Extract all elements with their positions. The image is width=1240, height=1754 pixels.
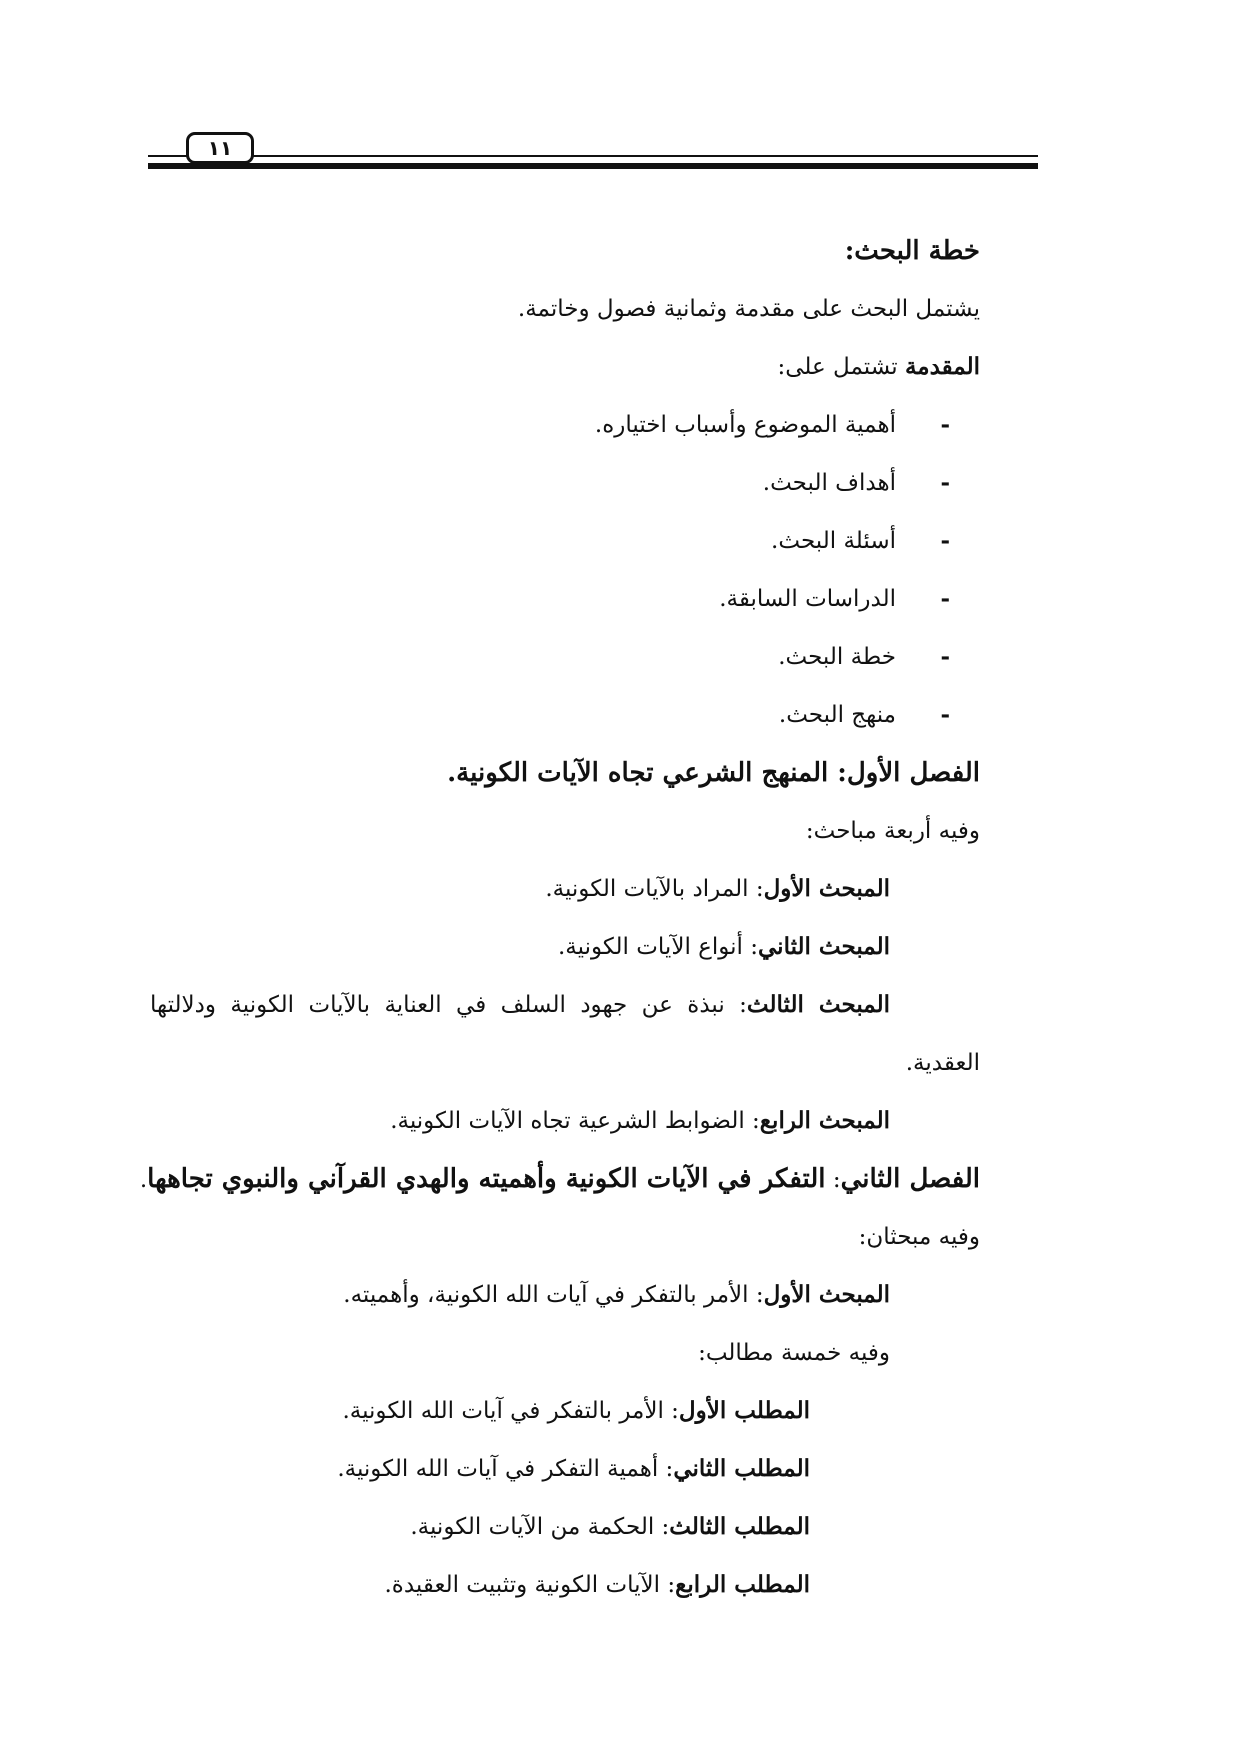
- dash-bullet: -: [940, 527, 950, 554]
- subsection-item: المطلب الثاني: أهمية التفكر في آيات الله الكونية.: [337, 1455, 810, 1482]
- list-item-text: أهمية الموضوع وأسباب اختياره.: [594, 412, 896, 438]
- section-label: المبحث الرابع: [759, 1107, 890, 1134]
- section-item: المبحث الرابع: الضوابط الشرعية تجاه الآيات الكونية.: [390, 1107, 890, 1134]
- list-item-text: منهج البحث.: [778, 702, 896, 728]
- chapter1-note: وفيه أربعة مباحث:: [805, 818, 980, 844]
- section-label: المبحث الثالث: [746, 991, 891, 1018]
- chapter2-label: الفصل الثاني: [840, 1164, 980, 1194]
- section-item: المبحث الثاني: أنواع الآيات الكونية.: [557, 933, 890, 960]
- header-rule-thick: [148, 163, 1038, 169]
- list-item-text: خطة البحث.: [778, 644, 896, 670]
- dash-bullet: -: [940, 585, 950, 612]
- list-item-text: الدراسات السابقة.: [719, 586, 896, 612]
- list-item: [150, 454, 980, 512]
- subsection-text: الأمر بالتفكر في آيات الله الكونية.: [342, 1398, 664, 1424]
- section-item: المبحث الثالث: نبذة عن جهود السلف في العناية بالآيات الكونية ودلالتها: [150, 991, 891, 1018]
- section-label: المبحث الأول: [763, 875, 890, 902]
- chapter2-title: التفكر في الآيات الكونية وأهميته والهدي القرآني والنبوي تجاهها: [147, 1164, 826, 1194]
- dash-bullet: -: [940, 701, 950, 728]
- section-text: الضوابط الشرعية تجاه الآيات الكونية.: [390, 1108, 745, 1134]
- list-item-text: أسئلة البحث.: [771, 528, 896, 554]
- section-label: المبحث الأول: [763, 1281, 890, 1308]
- chapter1-title: المنهج الشرعي تجاه الآيات الكونية: [456, 758, 829, 788]
- dash-bullet: -: [940, 643, 950, 670]
- section-note: وفيه خمسة مطالب:: [698, 1340, 890, 1366]
- subsection-label: المطلب الأول: [678, 1397, 810, 1424]
- subsection-label: المطلب الثالث: [669, 1513, 810, 1540]
- chapter2-note: وفيه مبحثان:: [858, 1224, 980, 1250]
- section-text: نبذة عن جهود السلف في العناية بالآيات الكونية ودلالتها: [150, 992, 725, 1018]
- chapter1-heading: الفصل الأول: المنهج الشرعي تجاه الآيات الكونية.: [447, 758, 980, 788]
- dash-bullet: -: [940, 411, 950, 438]
- plan-intro: يشتمل البحث على مقدمة وثمانية فصول وخاتمة.: [517, 296, 980, 322]
- section-text-continuation: العقدية.: [905, 1050, 980, 1076]
- subsection-item: المطلب الأول: الأمر بالتفكر في آيات الله الكونية.: [342, 1397, 810, 1424]
- subsection-item: المطلب الرابع: الآيات الكونية وتثبيت العقيدة.: [384, 1571, 810, 1598]
- subsection-label: المطلب الثاني: [673, 1455, 810, 1482]
- intro-text: تشتمل على:: [777, 354, 905, 380]
- chapter2-heading: الفصل الثاني: التفكر في الآيات الكونية وأهميته والهدي القرآني والنبوي تجاهها.: [139, 1164, 980, 1194]
- dash-bullet: -: [940, 469, 950, 496]
- page-header: [148, 130, 1038, 170]
- list-item: [150, 628, 980, 686]
- subsection-label: المطلب الرابع: [675, 1571, 810, 1598]
- plan-title: خطة البحث:: [844, 236, 980, 266]
- section-text: الأمر بالتفكر في آيات الله الكونية، وأهميته.: [343, 1282, 749, 1308]
- section-text: أنواع الآيات الكونية.: [557, 934, 743, 960]
- intro-label: المقدمة: [904, 353, 980, 380]
- list-item-text: أهداف البحث.: [762, 470, 896, 496]
- section-label: المبحث الثاني: [758, 933, 890, 960]
- list-item: [150, 570, 980, 628]
- subsection-text: الآيات الكونية وتثبيت العقيدة.: [384, 1572, 661, 1598]
- subsection-text: أهمية التفكر في آيات الله الكونية.: [337, 1456, 659, 1482]
- header-rule-thin: [148, 155, 1038, 157]
- list-item: [150, 686, 980, 744]
- subsection-text: الحكمة من الآيات الكونية.: [410, 1514, 655, 1540]
- document-body: [139, 222, 980, 1614]
- section-text: المراد بالآيات الكونية.: [545, 876, 749, 902]
- list-item: [150, 512, 980, 570]
- intro-line: [150, 338, 980, 396]
- section-item: المبحث الأول: الأمر بالتفكر في آيات الله الكونية، وأهميته.: [343, 1281, 890, 1308]
- chapter1-label: الفصل الأول: [846, 758, 980, 788]
- page-number: ١١: [186, 132, 254, 164]
- section-item: المبحث الأول: المراد بالآيات الكونية.: [545, 875, 890, 902]
- list-item: [150, 396, 980, 454]
- subsection-item: المطلب الثالث: الحكمة من الآيات الكونية.: [410, 1513, 810, 1540]
